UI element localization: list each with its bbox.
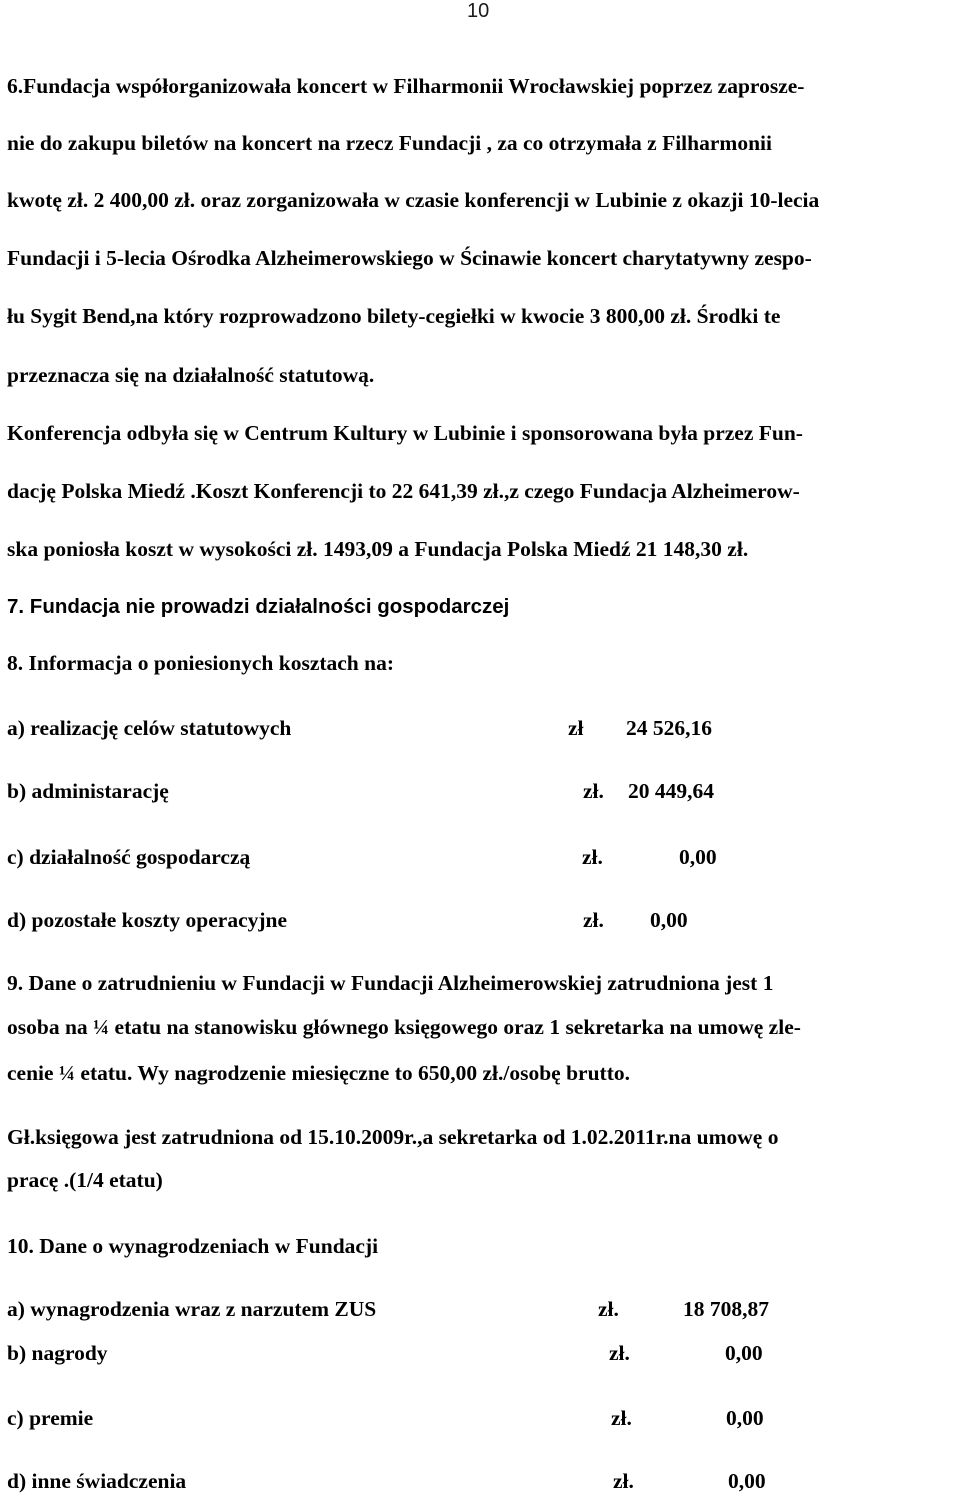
salary-currency: zł. [613, 1469, 634, 1493]
salary-currency: zł. [611, 1406, 632, 1430]
salary-amount: 18 708,87 [683, 1297, 769, 1321]
text-line: cenie ¼ etatu. Wy nagrodzenie miesięczne to 650,00 zł./osobę brutto. [7, 1061, 631, 1085]
text-line: nie do zakupu biletów na koncert na rzecz Fundacji , za co otrzymała z Filharmonii [7, 131, 772, 155]
cost-amount: 24 526,16 [626, 716, 712, 740]
text-line: 9. Dane o zatrudnieniu w Fundacji w Fundacji Alzheimerowskiej zatrudniona jest 1 [7, 971, 774, 995]
cost-amount: 20 449,64 [628, 779, 714, 803]
text-line: pracę .(1/4 etatu) [7, 1168, 163, 1192]
cost-label: b) administarację [7, 779, 169, 803]
salary-amount: 0,00 [728, 1469, 766, 1493]
section-10-title: 10. Dane o wynagrodzeniach w Fundacji [7, 1234, 379, 1258]
text-line: dację Polska Miedź .Koszt Konferencji to 22 641,39 zł.,z czego Fundacja Alzheimerow- [7, 479, 800, 503]
cost-currency: zł. [582, 845, 603, 869]
salary-label: c) premie [7, 1406, 94, 1430]
salary-currency: zł. [598, 1297, 619, 1321]
cost-label: d) pozostałe koszty operacyjne [7, 908, 288, 932]
salary-amount: 0,00 [726, 1406, 764, 1430]
text-line: Fundacji i 5-lecia Ośrodka Alzheimerowskiego w Ścinawie koncert charytatywny zespo- [7, 246, 812, 270]
cost-currency: zł. [583, 908, 604, 932]
cost-label: a) realizację celów statutowych [7, 716, 292, 740]
text-line: przeznacza się na działalność statutową. [7, 363, 375, 387]
text-line: ska poniosła koszt w wysokości zł. 1493,09 a Fundacja Polska Miedź 21 148,30 zł. [7, 537, 749, 561]
section-8-title: 8. Informacja o poniesionych kosztach na: [7, 651, 395, 675]
cost-currency: zł [568, 716, 584, 740]
salary-label: d) inne świadczenia [7, 1469, 187, 1493]
page-number: 10 [467, 0, 490, 22]
cost-amount: 0,00 [650, 908, 688, 932]
cost-currency: zł. [583, 779, 604, 803]
text-line: Gł.księgowa jest zatrudniona od 15.10.2009r.,a sekretarka od 1.02.2011r.na umowę o [7, 1125, 779, 1149]
salary-label: b) nagrody [7, 1341, 108, 1365]
cost-amount: 0,00 [679, 845, 717, 869]
cost-label: c) działalność gospodarczą [7, 845, 251, 869]
text-line: Konferencja odbyła się w Centrum Kultury w Lubinie i sponsorowana była przez Fun- [7, 421, 803, 445]
salary-currency: zł. [609, 1341, 630, 1365]
text-line: 6.Fundacja współorganizowała koncert w Filharmonii Wrocławskiej poprzez zaprosze- [7, 74, 805, 98]
salary-amount: 0,00 [725, 1341, 763, 1365]
text-line: osoba na ¼ etatu na stanowisku głównego księgowego oraz 1 sekretarka na umowę zle- [7, 1015, 801, 1039]
text-line: kwotę zł. 2 400,00 zł. oraz zorganizowała w czasie konferencji w Lubinie z okazji 10-lecia [7, 188, 820, 212]
salary-label: a) wynagrodzenia wraz z narzutem ZUS [7, 1297, 377, 1321]
section-7-title: 7. Fundacja nie prowadzi działalności gospodarczej [7, 595, 510, 618]
text-line: łu Sygit Bend,na który rozprowadzono bilety-cegiełki w kwocie 3 800,00 zł. Środki te [7, 304, 781, 328]
